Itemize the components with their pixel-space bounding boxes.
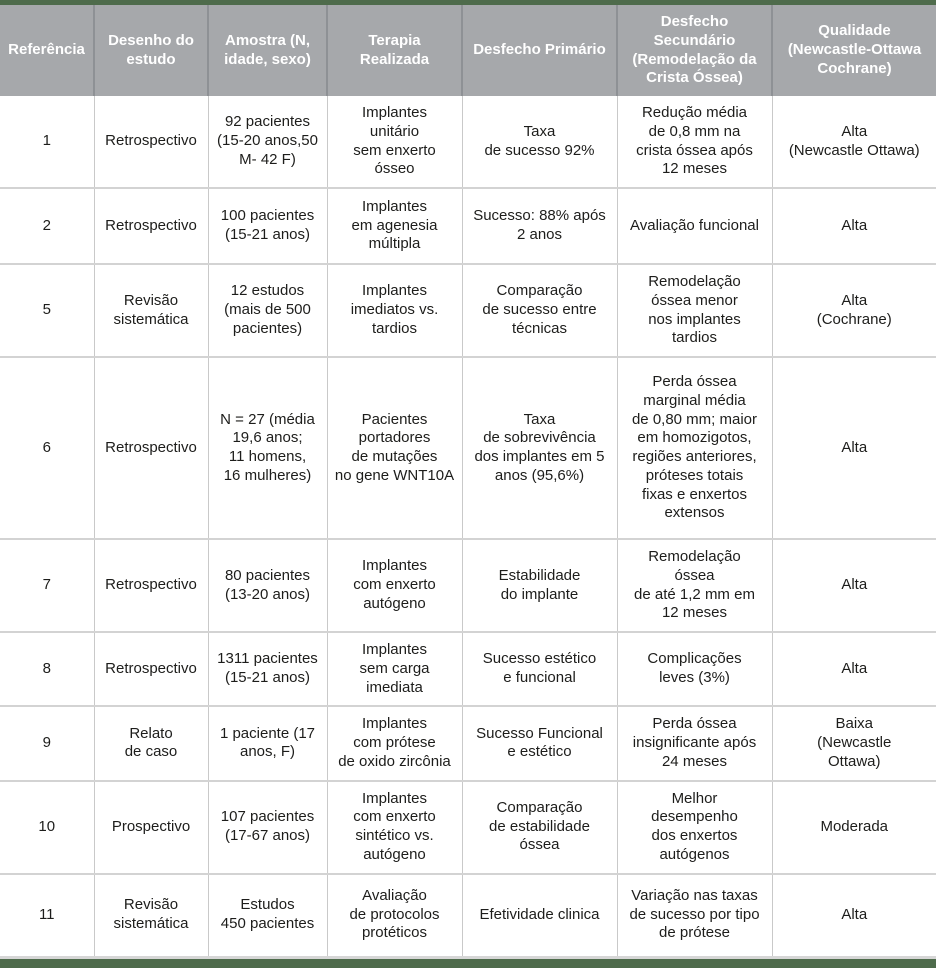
cell-desenho-estudo: Prospectivo — [94, 781, 208, 874]
cell-amostra: N = 27 (média 19,6 anos; 11 homens, 16 mulheres) — [208, 357, 327, 539]
cell-qualidade: Baixa (Newcastle Ottawa) — [772, 706, 936, 780]
table-body — [0, 96, 936, 956]
table-row — [0, 96, 936, 188]
cell-desfecho-secundario: Melhor desempenho dos enxertos autógenos — [617, 781, 772, 874]
cell-desfecho-secundario: Perda óssea marginal média de 0,80 mm; maior em homozigotos, regiões anteriores, próteses totais fixas e enxertos extensos — [617, 357, 772, 539]
cell-amostra: 1 paciente (17 anos, F) — [208, 706, 327, 780]
table-row — [0, 357, 936, 539]
cell-desenho-estudo: Retrospectivo — [94, 539, 208, 632]
cell-terapia: Implantes sem carga imediata — [327, 632, 462, 706]
column-header-desfecho-secundario: Desfecho Secundário (Remodelação da Crista Óssea) — [617, 5, 772, 96]
cell-desfecho-primario: Efetividade clinica — [462, 874, 617, 956]
cell-desfecho-primario: Sucesso: 88% após 2 anos — [462, 188, 617, 264]
cell-desfecho-secundario: Remodelação óssea menor nos implantes tardios — [617, 264, 772, 357]
cell-amostra: 12 estudos (mais de 500 pacientes) — [208, 264, 327, 357]
cell-terapia: Implantes com enxerto sintético vs. autógeno — [327, 781, 462, 874]
cell-qualidade: Alta — [772, 188, 936, 264]
cell-qualidade: Alta — [772, 632, 936, 706]
cell-desenho-estudo: Relato de caso — [94, 706, 208, 780]
cell-referencia: 5 — [0, 264, 94, 357]
cell-terapia: Implantes imediatos vs. tardios — [327, 264, 462, 357]
table-row — [0, 706, 936, 780]
cell-amostra: 80 pacientes (13-20 anos) — [208, 539, 327, 632]
cell-qualidade: Alta (Newcastle Ottawa) — [772, 96, 936, 188]
cell-desfecho-secundario: Redução média de 0,8 mm na crista óssea após 12 meses — [617, 96, 772, 188]
cell-qualidade: Alta — [772, 357, 936, 539]
cell-referencia: 9 — [0, 706, 94, 780]
table-row — [0, 874, 936, 956]
cell-terapia: Pacientes portadores de mutações no gene WNT10A — [327, 357, 462, 539]
cell-desenho-estudo: Retrospectivo — [94, 357, 208, 539]
cell-desfecho-secundario: Avaliação funcional — [617, 188, 772, 264]
cell-desfecho-primario: Estabilidade do implante — [462, 539, 617, 632]
cell-terapia: Implantes unitário sem enxerto ósseo — [327, 96, 462, 188]
cell-referencia: 8 — [0, 632, 94, 706]
cell-desenho-estudo: Revisão sistemática — [94, 264, 208, 357]
table-row — [0, 632, 936, 706]
column-header-desenho-do-estudo: Desenho do estudo — [94, 5, 208, 96]
cell-qualidade: Alta — [772, 874, 936, 956]
table-row — [0, 781, 936, 874]
cell-terapia: Avaliação de protocolos protéticos — [327, 874, 462, 956]
cell-amostra: 92 pacientes (15-20 anos,50 M- 42 F) — [208, 96, 327, 188]
cell-referencia: 1 — [0, 96, 94, 188]
cell-referencia: 2 — [0, 188, 94, 264]
cell-referencia: 6 — [0, 357, 94, 539]
cell-desenho-estudo: Revisão sistemática — [94, 874, 208, 956]
column-header-qualidade: Qualidade (Newcastle-Ottawa Cochrane) — [772, 5, 936, 96]
column-header-amostra: Amostra (N, idade, sexo) — [208, 5, 327, 96]
cell-desfecho-primario: Sucesso estético e funcional — [462, 632, 617, 706]
cell-amostra: 100 pacientes (15-21 anos) — [208, 188, 327, 264]
cell-terapia: Implantes com enxerto autógeno — [327, 539, 462, 632]
cell-desfecho-secundario: Complicações leves (3%) — [617, 632, 772, 706]
header-row — [0, 5, 936, 96]
cell-desenho-estudo: Retrospectivo — [94, 96, 208, 188]
table-row — [0, 188, 936, 264]
cell-referencia: 10 — [0, 781, 94, 874]
column-header-desfecho-primario: Desfecho Primário — [462, 5, 617, 96]
cell-desfecho-primario: Taxa de sucesso 92% — [462, 96, 617, 188]
cell-referencia: 11 — [0, 874, 94, 956]
cell-desfecho-primario: Comparação de sucesso entre técnicas — [462, 264, 617, 357]
cell-desfecho-secundario: Variação nas taxas de sucesso por tipo de prótese — [617, 874, 772, 956]
cell-amostra: Estudos 450 pacientes — [208, 874, 327, 956]
column-header-terapia-realizada: Terapia Realizada — [327, 5, 462, 96]
cell-desfecho-secundario: Perda óssea insignificante após 24 meses — [617, 706, 772, 780]
cell-desfecho-primario: Comparação de estabilidade óssea — [462, 781, 617, 874]
cell-referencia: 7 — [0, 539, 94, 632]
cell-amostra: 107 pacientes (17-67 anos) — [208, 781, 327, 874]
studies-table — [0, 5, 936, 956]
bottom-accent-rule — [0, 959, 936, 968]
cell-desenho-estudo: Retrospectivo — [94, 632, 208, 706]
cell-desfecho-primario: Sucesso Funcional e estético — [462, 706, 617, 780]
cell-amostra: 1311 pacientes (15-21 anos) — [208, 632, 327, 706]
cell-qualidade: Alta (Cochrane) — [772, 264, 936, 357]
table-header — [0, 5, 936, 96]
cell-desfecho-secundario: Remodelação óssea de até 1,2 mm em 12 meses — [617, 539, 772, 632]
table-row — [0, 539, 936, 632]
column-header-referencia: Referência — [0, 5, 94, 96]
cell-qualidade: Moderada — [772, 781, 936, 874]
cell-terapia: Implantes em agenesia múltipla — [327, 188, 462, 264]
cell-desenho-estudo: Retrospectivo — [94, 188, 208, 264]
cell-terapia: Implantes com prótese de oxido zircônia — [327, 706, 462, 780]
cell-qualidade: Alta — [772, 539, 936, 632]
cell-desfecho-primario: Taxa de sobrevivência dos implantes em 5 anos (95,6%) — [462, 357, 617, 539]
table-row — [0, 264, 936, 357]
